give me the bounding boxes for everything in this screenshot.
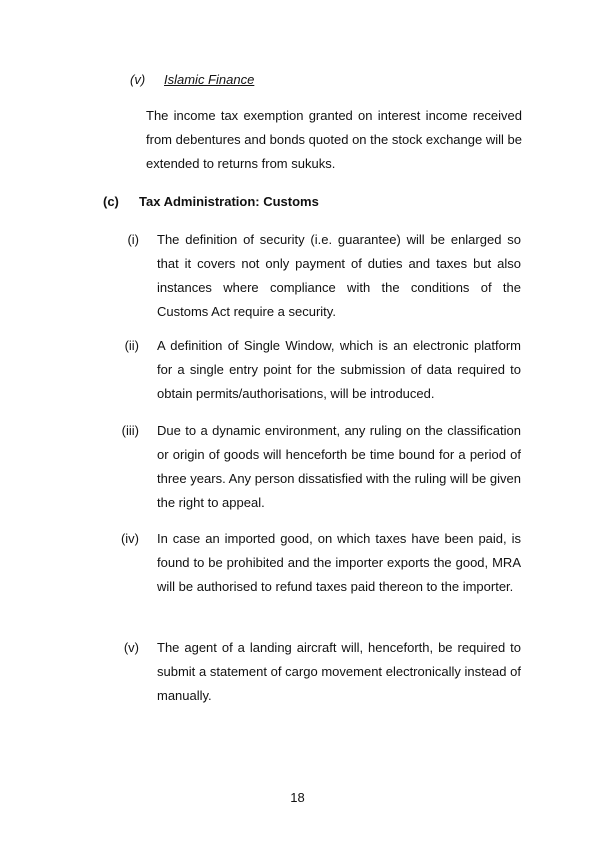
- subsection-heading: [130, 70, 254, 90]
- list-item-number: (iv): [120, 531, 139, 546]
- list-item-number: (v): [123, 640, 139, 655]
- list-item-text: The definition of security (i.e. guarantee) will be enlarged so that it covers not only payment of duties and taxes but also instances where compliance with the conditions of the Customs Act require a security.: [157, 232, 521, 319]
- list-item-number: (ii): [124, 338, 139, 353]
- section-heading: [103, 192, 319, 212]
- section-number: (c): [103, 194, 119, 209]
- list-item-text: The agent of a landing aircraft will, henceforth, be required to submit a statement of cargo movement electronically instead of manually.: [157, 640, 521, 703]
- list-item-number: (i): [127, 232, 139, 247]
- page-number: 18: [290, 790, 305, 805]
- subsection-title: Islamic Finance: [164, 72, 255, 87]
- list-item-number: (iii): [121, 423, 139, 438]
- section-title: Tax Administration: Customs: [139, 194, 319, 209]
- list-item-text: In case an imported good, on which taxes have been paid, is found to be prohibited and the importer exports the good, MRA will be authorised to refund taxes paid thereon to the importer.: [157, 531, 521, 594]
- list-item-text: Due to a dynamic environment, any ruling on the classification or origin of goods will henceforth be time bound for a period of three years. Any person dissatisfied with the ruling will be given the right to appeal.: [157, 423, 521, 510]
- subsection-paragraph: The income tax exemption granted on interest income received from debentures and bonds quoted on the stock exchange will be extended to returns from sukuks.: [146, 108, 522, 171]
- subsection-number: (v): [130, 72, 146, 87]
- list-item-text: A definition of Single Window, which is an electronic platform for a single entry point for the submission of data required to obtain permits/authorisations, will be introduced.: [157, 338, 521, 401]
